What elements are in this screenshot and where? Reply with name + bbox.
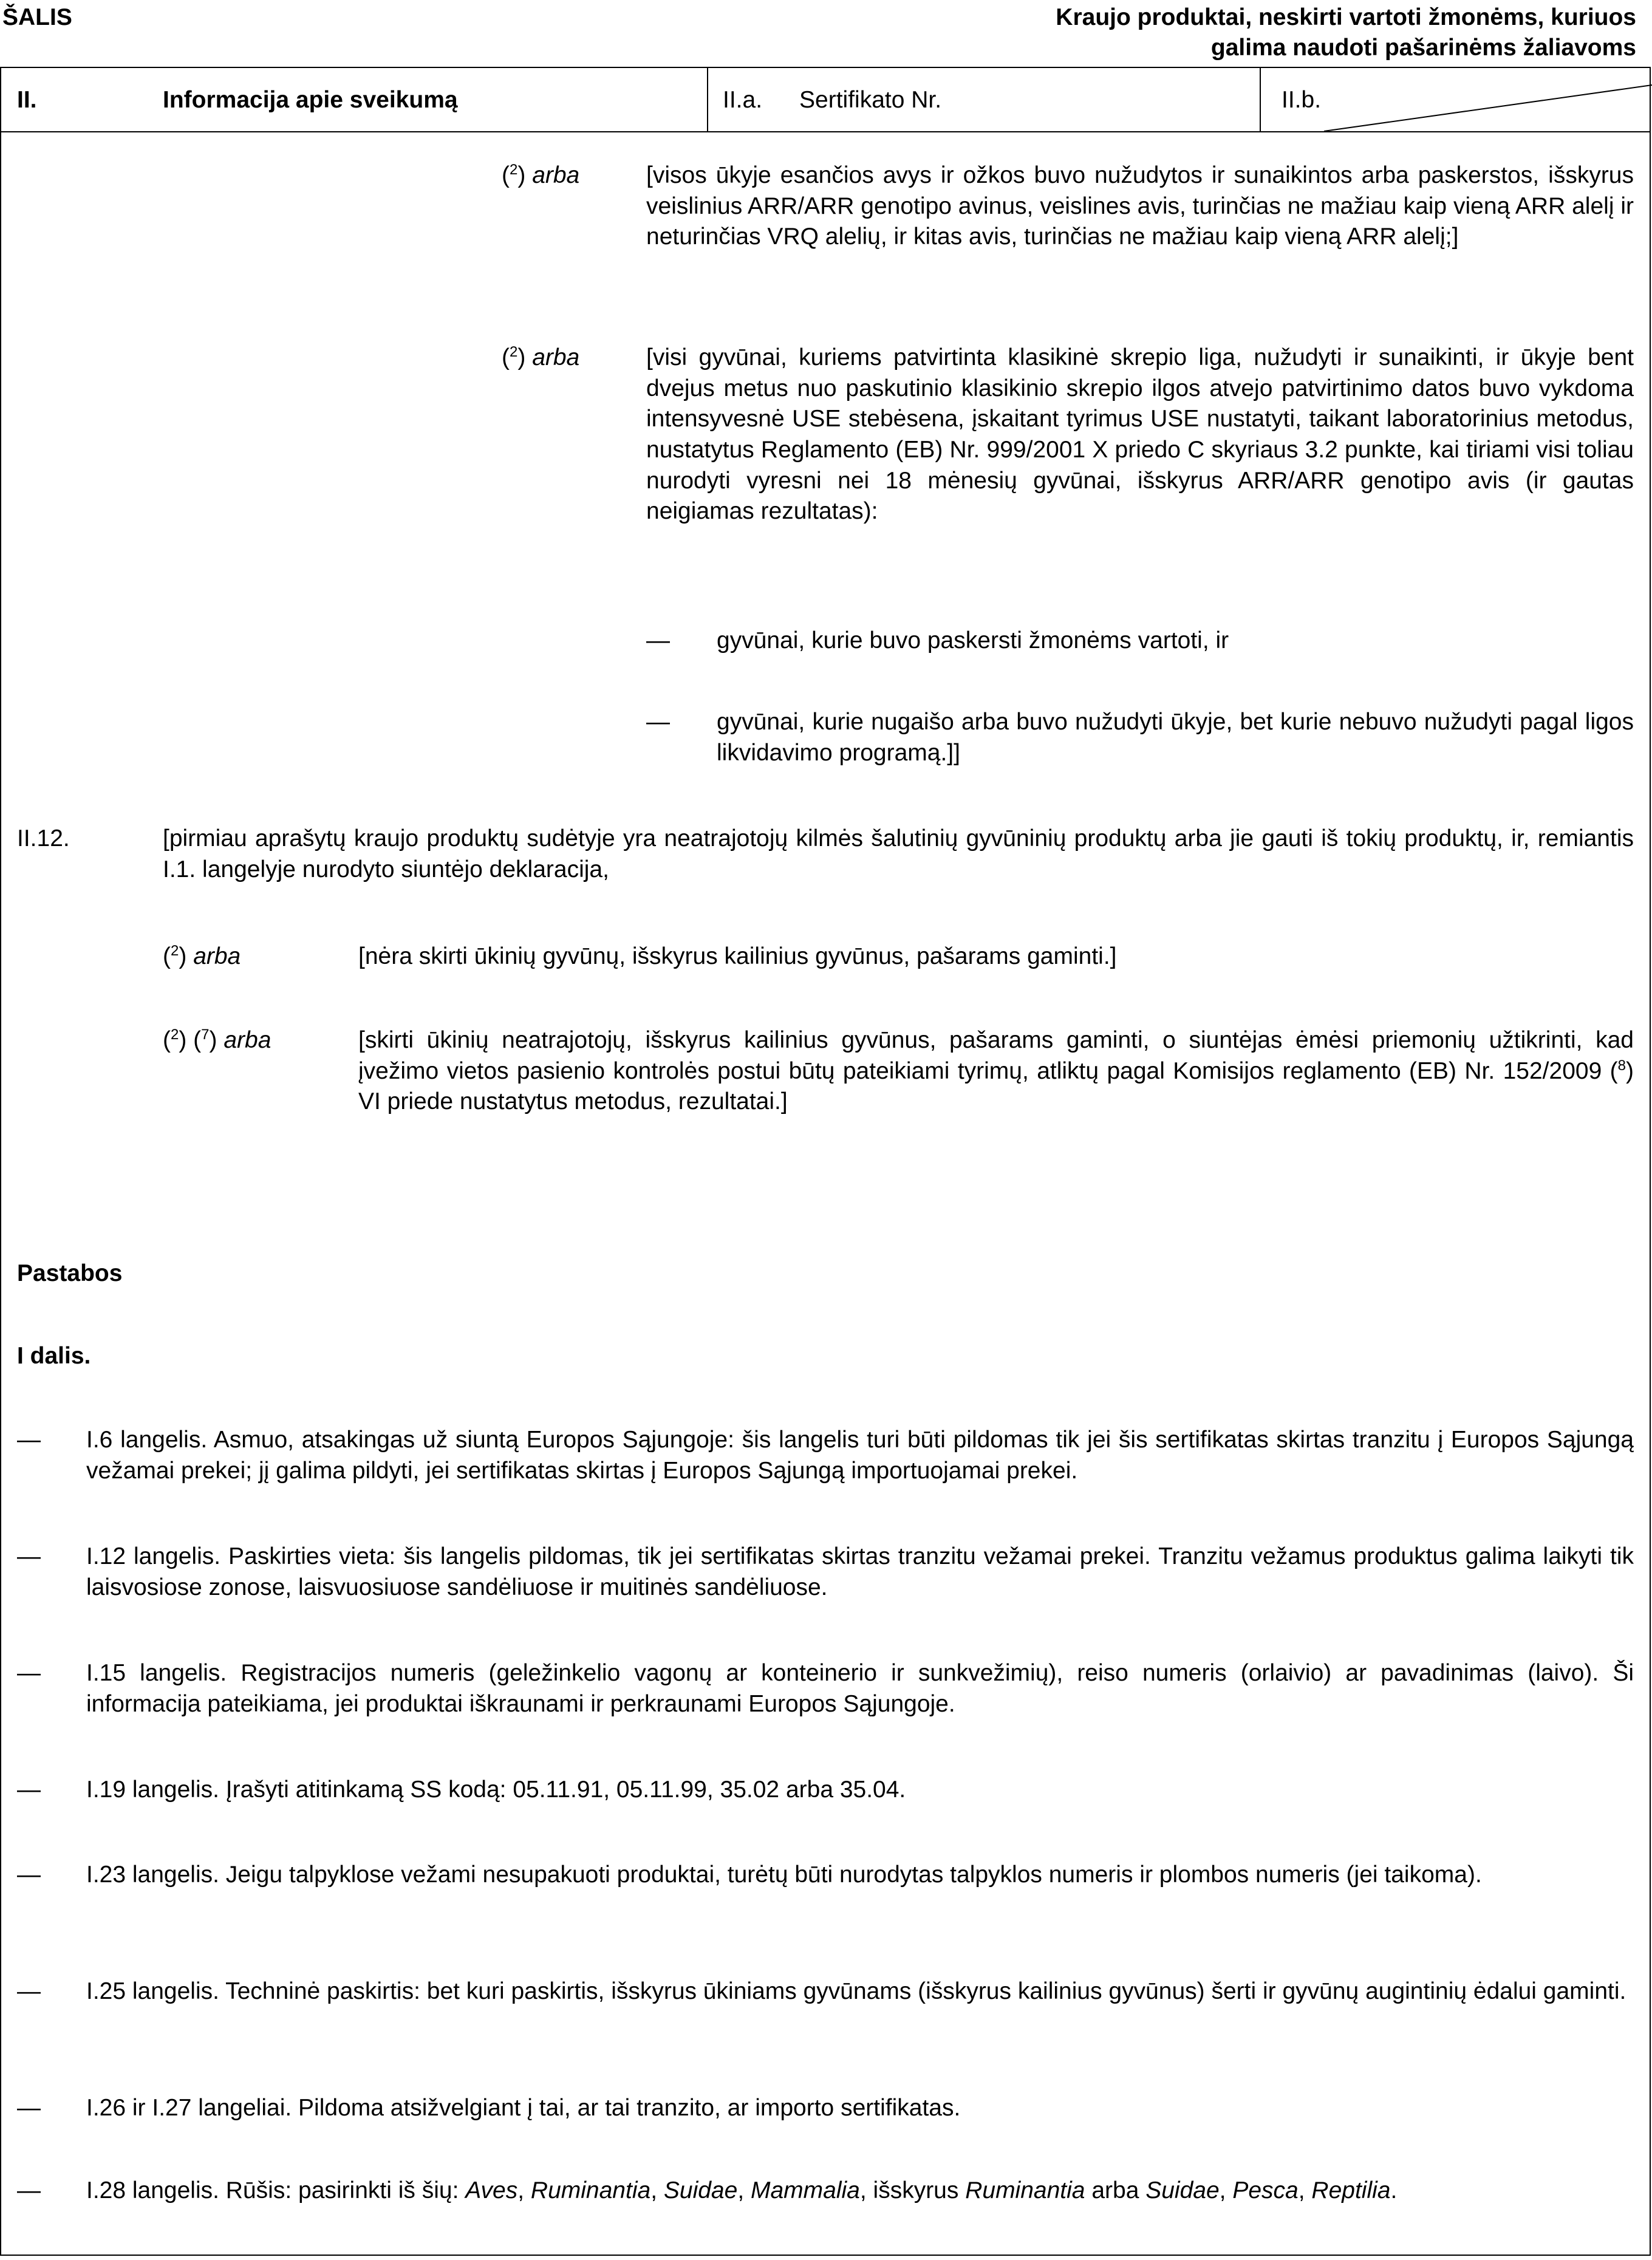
cert-number-title: Sertifikato Nr. <box>799 87 942 113</box>
species-name: Aves <box>465 2177 518 2204</box>
note-item: I.6 langelis. Asmuo, atsakingas už siuntą Europos Sąjungoje: šis langelis turi būti pildomas tik jei šis sertifikatas skirtas tranzitu į Europos Sąjungą vežamai prekei; jį galima pildyti, jei sertifikatas skirtas į Europos Sąjungą importuojamai prekei. <box>86 1427 1634 1484</box>
divider-ref <box>1260 67 1261 131</box>
list-item-1: gyvūnai, kurie buvo paskersti žmonėms vartoti, ir <box>717 627 1229 654</box>
footnote-ref: 2 <box>171 1026 179 1043</box>
section-title: Informacija apie sveikumą <box>163 87 458 113</box>
dash-bullet: — <box>646 709 670 735</box>
note-item: I.23 langelis. Jeigu talpyklose vežami nesupakuoti produktai, turėtų būti nurodytas talpyklos numeris ir plombos numeris (jei taikoma). <box>86 1862 1482 1888</box>
footnote-ref: 7 <box>201 1026 210 1043</box>
note-text: , <box>737 2177 751 2204</box>
list-item-2: gyvūnai, kurie nugaišo arba buvo nužudyti ūkyje, bet kurie nebuvo nužudyti pagal ligos likvidavimo programą.]] <box>717 709 1634 766</box>
ref-slash <box>1324 67 1652 131</box>
option-text-4b: ) VI priede nustatytus metodus, rezultatai.] <box>358 1057 1634 1115</box>
country-label: ŠALIS <box>2 4 72 30</box>
footnote-ref: 2 <box>510 162 518 178</box>
note-item-species <box>86 2176 1634 2207</box>
note-text: , <box>1219 2177 1233 2204</box>
document-title <box>1056 2 1636 63</box>
arba-word: arba <box>532 344 580 370</box>
note-text: , išskyrus <box>859 2177 966 2204</box>
species-name: Ruminantia <box>965 2177 1085 2204</box>
dash-bullet: — <box>646 627 670 654</box>
species-name: Suidae <box>1145 2177 1220 2204</box>
species-name: Suidae <box>663 2177 738 2204</box>
footnote-ref: 2 <box>510 344 518 360</box>
option-text-3: [nėra skirti ūkinių gyvūnų, išskyrus kailinius gyvūnus, pašarams gaminti.] <box>358 943 1117 969</box>
species-name: Mammalia <box>750 2177 860 2204</box>
note-text: , <box>1298 2177 1312 2204</box>
header-row-divider <box>0 131 1651 132</box>
species-name: Reptilia <box>1311 2177 1391 2204</box>
arba-word: arba <box>193 943 241 969</box>
species-name: Pesca <box>1232 2177 1299 2204</box>
dash-bullet: — <box>17 1777 41 1803</box>
footnote-ref: 2 <box>171 943 179 959</box>
item-text-ii12: [pirmiau aprašytų kraujo produktų sudėtyje yra neatrajotojų kilmės šalutinių gyvūninių produktų arba jie gauti iš tokių produktų, ir, remiantis I.1. langelyje nurodyto siuntėjo deklaracija, <box>163 825 1634 882</box>
note-text: arba <box>1085 2177 1146 2204</box>
note-text: , <box>517 2177 531 2204</box>
document-title-line1: Kraujo produktai, neskirti vartoti žmonėms, kuriuos <box>1056 4 1636 30</box>
option-marker-1: ($^2$) arba <box>502 162 580 188</box>
option-text-2: [visi gyvūnai, kuriems patvirtinta klasikinė skrepio liga, nužudyti ir sunaikinti, ir ūkyje bent dvejus metus nuo paskutinio klasikinio skrepio ilgos atvejo patvirtinimo datos buvo vykdoma intensyvesnė USE stebėsena, įskaitant tyrimus USE nustatyti, taikant laboratorinius metodus, nustatytus Reglamento (EB) Nr. 999/2001 X priedo C skyriaus 3.2 punkte, kai tiriami visi toliau nurodyti vyresni nei 18 mėnesių gyvūnai, išskyrus ARR/ARR genotipo avis (ir gautas neigiamas rezultatas): <box>646 344 1634 525</box>
cert-number-label: II.a. <box>723 87 763 113</box>
note-item: I.26 ir I.27 langeliai. Pildoma atsižvelgiant į tai, ar tai tranzito, ar importo sertifikatas. <box>86 2095 961 2121</box>
dash-bullet: — <box>17 1543 41 1569</box>
note-text: I.28 langelis. Rūšis: pasirinkti iš šių: <box>86 2177 466 2204</box>
note-item: I.19 langelis. Įrašyti atitinkamą SS kodą: 05.11.91, 05.11.99, 35.02 arba 35.04. <box>86 1777 906 1803</box>
note-text: . <box>1390 2177 1398 2204</box>
footnote-ref: 8 <box>1617 1057 1626 1074</box>
note-text: , <box>650 2177 664 2204</box>
note-item: I.15 langelis. Registracijos numeris (geležinkelio vagonų ar konteinerio ir sunkvežimių), reiso numeris (orlaivio) ar pavadinimas (laivo). Ši informacija pateikiama, jei produktai iškraunami ir perkraunami Europos Sąjungoje. <box>86 1660 1634 1717</box>
option-marker-2: ($^2$) arba <box>502 344 580 370</box>
option-text-4 <box>358 1025 1634 1118</box>
option-marker-4: ($^2$) ($^7$) arba <box>163 1026 271 1053</box>
species-name: Ruminantia <box>530 2177 651 2204</box>
ref-label: II.b. <box>1282 87 1322 113</box>
dash-bullet: — <box>17 2177 41 2204</box>
dash-bullet: — <box>17 1978 41 2004</box>
option-text-4a: [skirti ūkinių neatrajotojų, išskyrus kailinius gyvūnus, pašarams gaminti, o siuntėjas ėmėsi priemonių užtikrinti, kad įvežimo vietos pasienio kontrolės postui būtų pateikiami tyrimų, atliktų pagal Komisijos reglamento (EB) Nr. 152/2009 ( <box>358 1027 1634 1084</box>
notes-heading: Pastabos <box>17 1260 123 1286</box>
arba-word: arba <box>224 1027 271 1053</box>
dash-bullet: — <box>17 1862 41 1888</box>
section-number: II. <box>17 87 37 113</box>
option-marker-3: ($^2$) arba <box>163 943 241 969</box>
divider-cert <box>707 67 708 131</box>
note-item: I.12 langelis. Paskirties vieta: šis langelis pildomas, tik jei sertifikatas skirtas tranzitu vežamai prekei. Tranzitu vežamus produktus galima laikyti tik laisvosiose zonose, laisvuosiuose sandėliuose ir muitinės sandėliuose. <box>86 1543 1634 1600</box>
dash-bullet: — <box>17 1660 41 1686</box>
option-text-1: [visos ūkyje esančios avys ir ožkos buvo nužudytos ir sunaikintos arba paskerstos, išskyrus veislinius ARR/ARR genotipo avinus, veislines avis, turinčias ne mažiau kaip vieną ARR alelį ir neturinčias VRQ alelių, ir kitas avis, turinčias ne mažiau kaip vieną ARR alelį;] <box>646 162 1634 250</box>
dash-bullet: — <box>17 1427 41 1453</box>
note-item: I.25 langelis. Techninė paskirtis: bet kuri paskirtis, išskyrus ūkiniams gyvūnams (išskyrus kailinius gyvūnus) šerti ir gyvūnų augintinių ėdalui gaminti. <box>86 1978 1626 2004</box>
document-title-line2: galima naudoti pašarinėms žaliavoms <box>1210 34 1636 61</box>
notes-part: I dalis. <box>17 1343 91 1369</box>
item-number-ii12: II.12. <box>17 825 70 852</box>
dash-bullet: — <box>17 2095 41 2121</box>
arba-word: arba <box>532 162 580 188</box>
